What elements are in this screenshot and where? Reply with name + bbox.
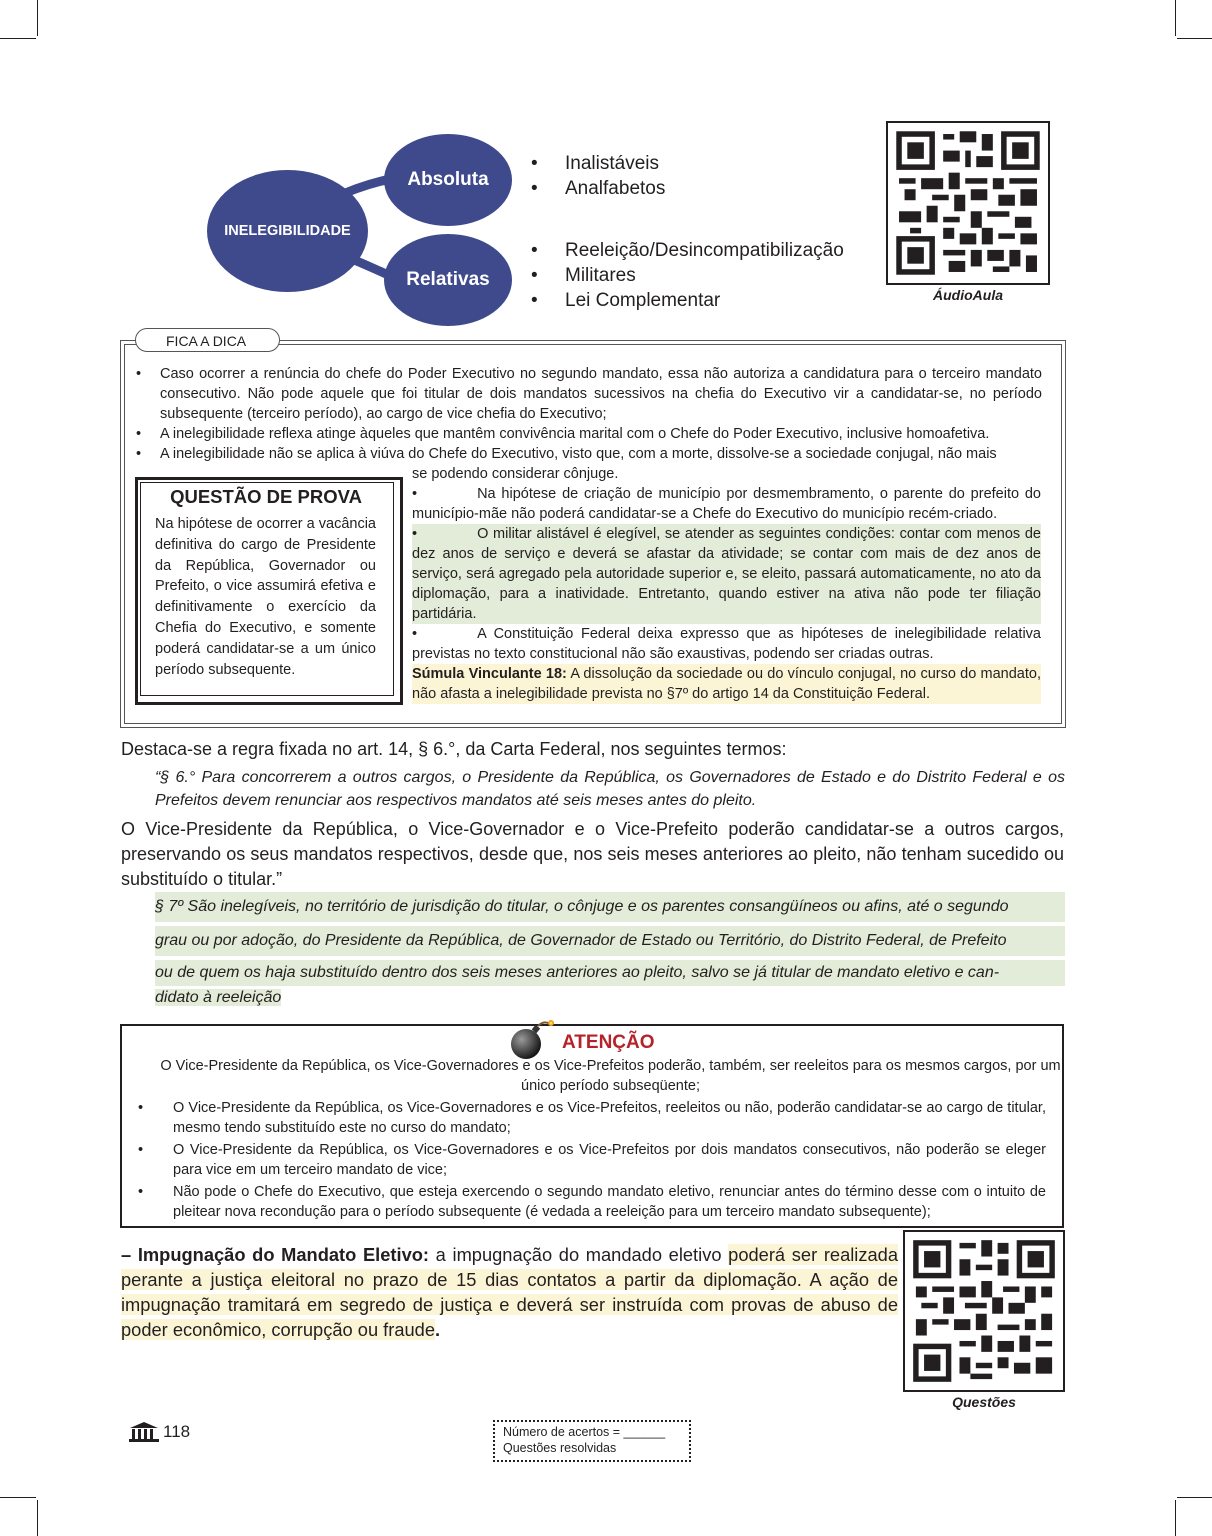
absoluta-list — [531, 151, 665, 201]
qr-questoes-frame[interactable] — [903, 1230, 1065, 1392]
mindmap-absoluta-label: Absoluta — [407, 169, 489, 190]
bullet-dot: • — [138, 1184, 144, 1200]
bullet-dot: • — [136, 366, 142, 382]
list-item: • Militares — [531, 265, 636, 286]
qr-questoes-caption: Questões — [952, 1394, 1016, 1410]
bullet-dot: • — [136, 446, 142, 462]
building-columns-icon — [128, 1421, 160, 1443]
mindmap-center-node — [207, 170, 368, 292]
atencao-bullet-2: • O Vice-Presidente da República, os Vice-Governadores e os Vice-Prefeitos por dois mandatos consecutivos, não poderão se eleger para vice em um terceiro mandato de vice; — [138, 1142, 1046, 1178]
crop-mark — [1177, 1497, 1212, 1498]
paragraph-vice: O Vice-Presidente da República, o Vice-Governador e o Vice-Prefeito poderão candidatar-se a outros cargos, preservando os seus mandatos respectivos, desde que, nos seis meses anteriores ao pleito, não tenham sucedido ou substituído o titular.” — [121, 819, 1064, 889]
qr-audio-frame[interactable] — [886, 121, 1050, 285]
dica-right-item-3: • A Constituição Federal deixa expresso que as hipóteses de inelegibilidade relativa previstas no texto constitucional não são exaustivas, podendo ser criadas outras. — [412, 626, 1041, 662]
questao-title: QUESTÃO DE PROVA — [170, 486, 362, 507]
bullet-dot: • — [138, 1100, 144, 1116]
quote-line: § 7º São inelegíveis, no território de jurisdição do titular, o cônjuge e os parentes consangüíneos ou afins, até o segundo — [155, 892, 1065, 922]
crop-mark — [1175, 0, 1176, 36]
list-item: • Reeleição/Desincompatibilização — [531, 240, 844, 261]
qr-code-icon — [888, 123, 1048, 283]
qr-audio-caption: ÁudioAula — [933, 287, 1003, 303]
crop-mark — [1177, 38, 1212, 39]
list-item: • Inalistáveis — [531, 153, 659, 174]
dica-right-item-2: • O militar alistável é elegível, se atender as seguintes condições: contar com menos de dez anos de serviço e deverá se afastar da atividade; se contar com mais de dez anos de serviço, será agregado pela autoridade superior e, se eleito, passará automaticamente, no ato da diplomação, para a inatividade. Entretanto, quando estiver na ativa não pode ter filiação partidária. — [412, 526, 1041, 622]
crop-mark — [0, 1497, 36, 1498]
bullet-dot: • — [138, 1142, 144, 1158]
quote-paragraph-6: “§ 6.° Para concorrerem a outros cargos, o Presidente da República, os Governadores de Estado e do Distrito Federal e os Prefeitos devem renunciar aos respectivos mandatos até seis meses antes do pleito. — [155, 769, 1065, 809]
mindmap-relativas-label: Relativas — [406, 269, 490, 290]
dica-right-column — [412, 464, 1041, 704]
dica-right-item-1: • Na hipótese de criação de município por desmembramento, o parente do prefeito do município-mãe não poderá candidatar-se a Chefe do Executivo do município recém-criado. — [412, 486, 1041, 522]
dica-tab: FICA A DICA — [135, 328, 280, 352]
sumula-vinculante: Súmula Vinculante 18: A dissolução da sociedade ou do vínculo conjugal, no curso do mandato, não afasta a inelegibilidade prevista no §7º do artigo 14 da Constituição Federal. — [412, 666, 1041, 702]
quote-line: ou de quem os haja substituído dentro dos seis meses anteriores ao pleito, salvo se já titular de mandato eletivo e can- — [155, 960, 1065, 986]
questao-body: Na hipótese de ocorrer a vacância definitiva do cargo de Presidente da República, Governador ou Prefeito, o vice assumirá efetiva e definitivamente o exercício da Chefia do Executivo, e somente poderá candidatar-se a um único período subsequente. — [155, 516, 376, 678]
page-number: 118 — [163, 1422, 191, 1441]
list-item: • Analfabetos — [531, 178, 666, 199]
atencao-bullet-3: • Não pode o Chefe do Executivo, que esteja exercendo o segundo mandato eletivo, renunciar antes do término desse com o intuito de pleitear nova recondução para o período subsequente (é vedada a reeleição para um terceiro mandato subsequente); — [138, 1184, 1046, 1220]
atencao-bullet-1: • O Vice-Presidente da República, os Vice-Governadores e os Vice-Prefeitos, reeleitos ou não, poderão candidatar-se ao cargo de titular, mesmo tendo substituído este no curso do mandato; — [138, 1100, 1046, 1136]
resolvidas-label: Questões resolvidas — [503, 1441, 617, 1455]
crop-mark — [37, 1500, 38, 1536]
relativas-list — [531, 238, 844, 313]
score-box — [493, 1420, 691, 1462]
impugnacao-highlight: poderá ser realizada perante a justiça eleitoral no prazo de 15 dias contatos a partir da diplomação. A ação de impugnação tramitará em segredo de justiça e deverá ser instruída com provas de abuso de poder econômico, corrupção ou fraude — [121, 1244, 899, 1340]
dica-bullet-3: • A inelegibilidade não se aplica à viúva do Chefe do Executivo, visto que, com a morte, dissolve-se a sociedade conjugal, não mais — [136, 446, 997, 462]
acertos-label: Número de acertos = ______ — [503, 1425, 666, 1439]
atencao-title: ATENÇÃO — [562, 1032, 655, 1053]
list-item: • Lei Complementar — [531, 290, 721, 311]
qr-code-icon — [905, 1232, 1063, 1390]
bullet-dot: • — [136, 426, 142, 442]
impugnacao-label: – Impugnação do Mandato Eletivo: — [121, 1244, 430, 1265]
mindmap-center-label: INELEGIBILIDADE — [224, 223, 351, 239]
atencao-intro: O Vice-Presidente da República, os Vice-Governadores e os Vice-Prefeitos poderão, também, ser reeleitos para os mesmos cargos, por um único período subseqüente; — [160, 1058, 1061, 1094]
quote-line-last: didato à reeleição — [155, 989, 282, 1006]
quote-line: grau ou por adoção, do Presidente da República, de Governador de Estado ou Território, do Distrito Federal, de Prefeito — [155, 926, 1065, 956]
impugnacao-paragraph: – Impugnação do Mandato Eletivo: a impugnação do mandado eletivo poderá ser realizada perante a justiça eleitoral no prazo de 15 dias contatos a partir da diplomação. A ação de impugnação tramitará em segredo de justiça e deverá ser instruída com provas de abuso de poder econômico, corrupção ou fraude. — [121, 1244, 899, 1340]
mindmap-absoluta-node — [384, 134, 512, 226]
mindmap-relativas-node — [384, 234, 512, 326]
crop-mark — [1175, 1500, 1176, 1536]
dica-bullet-1: • Caso ocorrer a renúncia do chefe do Poder Executivo no segundo mandato, essa não autoriza a candidatura para o terceiro mandato consecutivo. Não pode aquele que foi titular de dois mandatos sucessivos na chefia do Executivo vir a candidatar-se, no período subsequente (terceiro período), ao cargo de vice chefia do Executivo; — [136, 366, 1042, 422]
dica-bullet-2: • A inelegibilidade reflexa atinge àqueles que mantêm convivência marital com o Chefe do Poder Executivo, inclusive homoafetiva. — [136, 426, 990, 442]
paragraph-destaca: Destaca-se a regra fixada no art. 14, § 6.°, da Carta Federal, nos seguintes termos: — [121, 739, 787, 759]
dica-continuation: se podendo considerar cônjuge. — [412, 466, 619, 482]
